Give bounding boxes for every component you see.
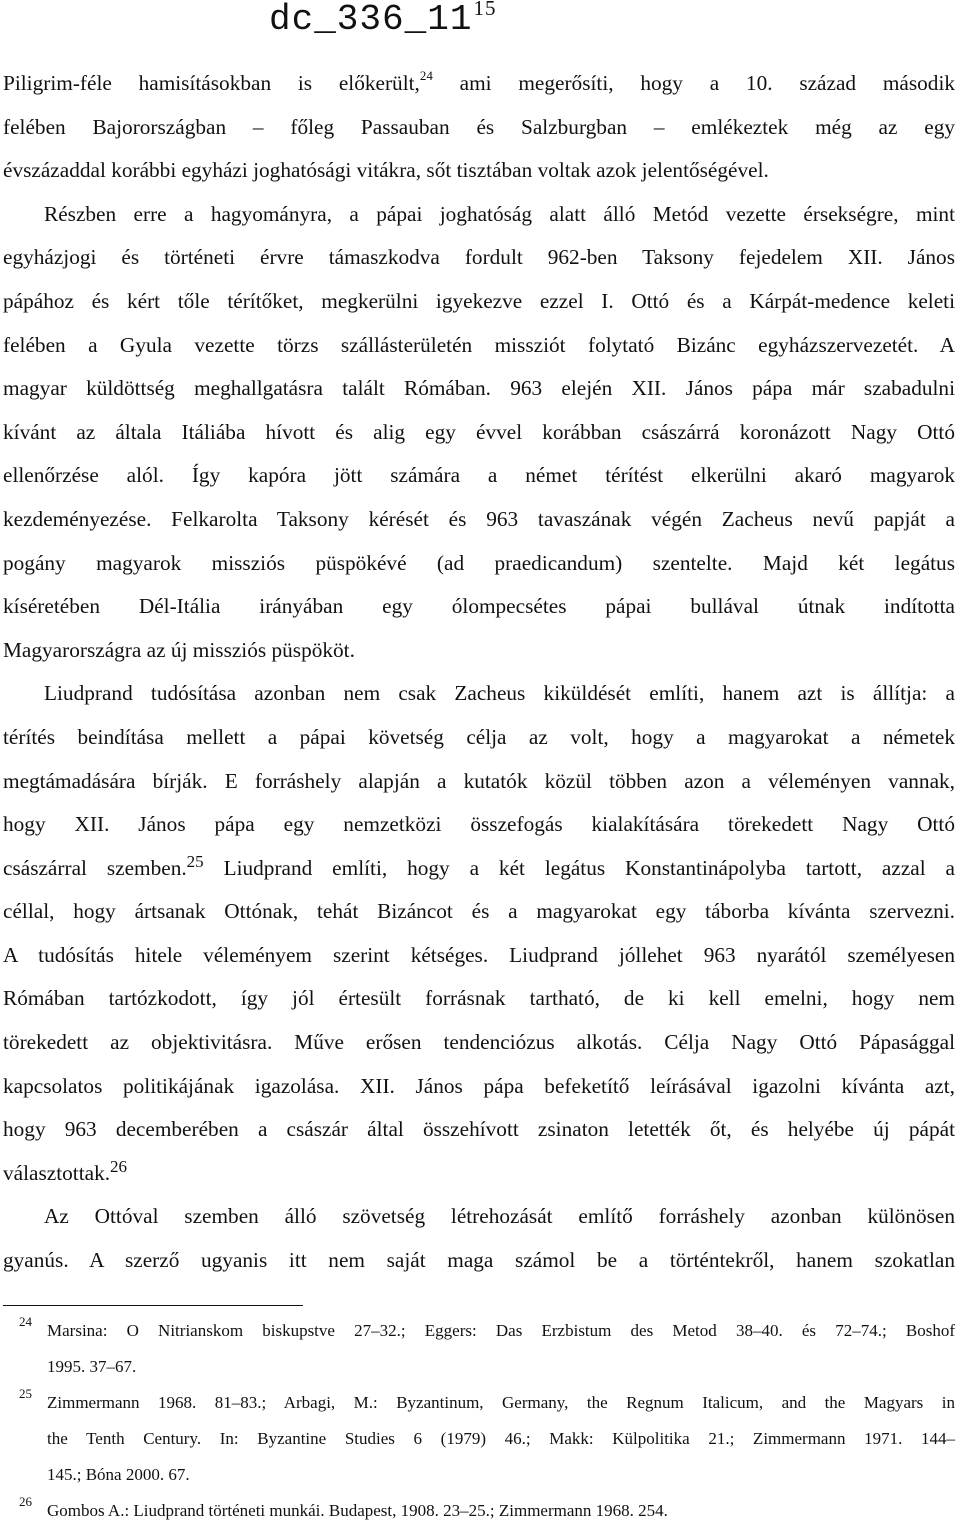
footnote-26 [3,1493,955,1529]
body-line: pogány magyarok missziós püspökévé (ad praedicandum) szentelte. Majd két legátus [3,550,955,575]
page-number: 15 [473,0,497,20]
footnote-ref-25[interactable]: 25 [186,851,204,871]
body-line: kíséretében Dél-Itália irányában egy ólompecsétes pápai bullával útnak indította [3,594,955,619]
body-line: évszázaddal korábbi egyházi joghatósági vitákra, sőt tisztában voltak azok jelentőségével. [3,158,769,183]
body-line: megtámadására bírják. E forráshely alapján a kutatók közül többen azon a véleményen vannak, [3,768,955,793]
body-line: Liudprand tudósítása azonban nem csak Zacheus kiküldését említi, hanem azt is állítja: a [44,681,955,706]
footnote-line: 1995. 37–67. [47,1357,137,1376]
footnote-number: 26 [19,1494,32,1509]
body-line: Az Ottóval szemben álló szövetség létrehozását említő forráshely azonban különösen [44,1204,955,1229]
body-line: törekedett az objektivitásra. Műve erősen tendenciózus alkotás. Célja Nagy Ottó Pápasággal [3,1030,955,1055]
footnote-number: 25 [19,1386,32,1401]
page-header [269,0,496,42]
body-line: Magyarországra az új missziós püspököt. [3,637,355,662]
footnote-line: Zimmermann 1968. 81–83.; Arbagi, M.: Byzantinum, Germany, the Regnum Italicum, and the Magyars in [47,1393,955,1412]
body-line-with-ref-26: választottak.$^{26}$ [3,1156,128,1185]
footnote-ref-26[interactable]: 26 [110,1156,128,1176]
body-text [3,62,955,1283]
footnote-separator [3,1305,303,1306]
body-line: pápához és kért tőle térítőket, megkerülni igyekezve ezzel I. Ottó és a Kárpát-medence keleti [3,288,955,313]
footnote-number: 24 [19,1314,32,1329]
footnote-line: Marsina: O Nitrianskom biskupstve 27–32.; Eggers: Das Erzbistum des Metod 38–40. és 72–74.; Boshof [47,1321,955,1340]
footnote-ref-24[interactable]: 24 [419,67,433,83]
body-line: felében Bajorországban – főleg Passauban és Salzburgban – emlékeztek még az egy [3,114,955,139]
body-line: ellenőrzése alól. Így kapóra jött számára a német térítést elkerülni akaró magyarok [3,463,955,488]
body-line: térítés beindítása mellett a pápai követség célja az volt, hogy a magyarokat a németek [3,724,955,749]
body-line: magyar küldöttség meghallgatásra talált Rómában. 963 elején XII. János pápa már szabadulni [3,376,955,401]
body-line: hogy XII. János pápa egy nemzetközi összefogás kialakítására törekedett Nagy Ottó [3,812,955,837]
footnote-line: the Tenth Century. In: Byzantine Studies 6 (1979) 46.; Makk: Külpolitika 21.; Zimmermann 1971. 144– [47,1429,955,1448]
body-line: Rómában tartózkodott, így jól értesült forrásnak tartható, de ki kell emelni, hogy nem [3,986,955,1011]
body-line: céllal, hogy ártsanak Ottónak, tehát Bizáncot és a magyarokat egy táborba kívánta szervezni. [3,899,955,924]
body-line: gyanús. A szerző ugyanis itt nem saját maga számol be a történtekről, hanem szokatlan [3,1248,955,1273]
document-id: dc_336_11 [269,0,473,40]
footnote-24 [3,1313,955,1385]
body-line: kívánt az általa Itáliába hívott és alig egy évvel korábban császárrá koronázott Nagy Ottó [3,419,955,444]
footnotes [3,1313,955,1529]
footnote-line: Gombos A.: Liudprand történeti munkái. Budapest, 1908. 23–25.; Zimmermann 1968. 254. [47,1501,668,1520]
footnote-25 [3,1385,955,1493]
footnote-line: 145.; Bóna 2000. 67. [47,1465,190,1484]
body-line: kapcsolatos politikájának igazolása. XII. János pápa befeketítő leírásával igazolni kívánta azt, [3,1073,955,1098]
body-line: felében a Gyula vezette törzs szállásterületén missziót folytató Bizánc egyházszervezetét. A [3,332,955,357]
body-line: A tudósítás hitele véleményem szerint kétséges. Liudprand jóllehet 963 nyarától személyesen [3,942,955,967]
body-line: hogy 963 decemberében a császár által összehívott zsinaton letették őt, és helyébe új pápát [3,1117,955,1142]
body-line-1: Piligrim-féle hamisításokban is előkerült,$^{24}$ ami megerősíti, hogy a 10. század második [3,67,956,95]
body-line: Részben erre a hagyományra, a pápai joghatóság alatt álló Metód vezette érsekségre, mint [44,201,955,226]
body-line-with-ref-25: császárral szemben.$^{25}$ Liudprand említi, hogy a két legátus Konstantinápolyba tartott, azzal a [3,851,955,880]
body-line: kezdeményezése. Felkarolta Taksony kérését és 963 tavaszának végén Zacheus nevű papját a [3,506,955,531]
body-line: egyházjogi és történeti érvre támaszkodva fordult 962-ben Taksony fejedelem XII. János [3,245,955,270]
